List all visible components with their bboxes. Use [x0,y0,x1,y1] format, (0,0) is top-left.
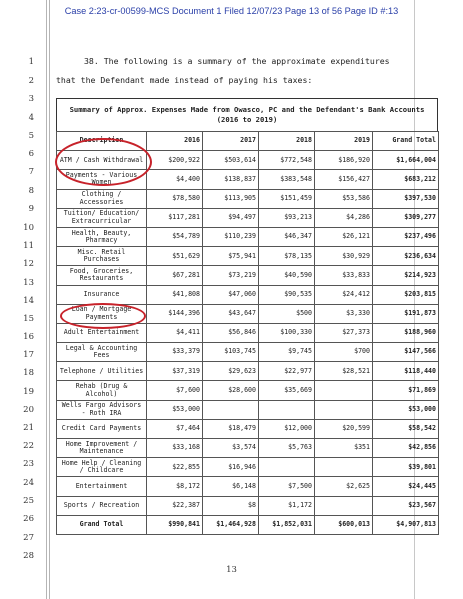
line-number: 24 [23,478,34,488]
cell-value: $118,440 [373,362,439,381]
cell-value: $188,960 [373,323,439,342]
table-row [57,304,439,323]
cell-value [315,458,373,477]
cell-value: $7,600 [147,381,203,400]
cell-value: $53,000 [147,400,203,419]
cell-value: $100,330 [259,323,315,342]
row-description: Telephone / Utilities [57,362,147,381]
row-description: Insurance [57,285,147,304]
table-row [57,323,439,342]
line-number: 27 [23,533,34,543]
cell-value: $27,373 [315,323,373,342]
cell-value: $33,379 [147,343,203,362]
total-value: $990,841 [147,515,203,534]
cell-value: $20,599 [315,419,373,438]
line-number: 15 [23,314,34,324]
cell-value: $78,580 [147,189,203,208]
cell-value [259,458,315,477]
cell-value: $186,920 [315,151,373,170]
row-description: Home Help / Cleaning / Childcare [57,458,147,477]
row-description: Food, Groceries, Restaurants [57,266,147,285]
table-row [57,458,439,477]
cell-value: $191,873 [373,304,439,323]
line-number: 17 [23,350,34,360]
cell-value: $54,789 [147,227,203,246]
cell-value: $46,347 [259,227,315,246]
table-row [57,151,439,170]
cell-value: $78,135 [259,247,315,266]
row-description: Loan / Mortgage Payments [57,304,147,323]
line-number: 7 [28,167,34,177]
table-row [57,419,439,438]
cell-value: $24,445 [373,477,439,496]
cell-value: $56,846 [203,323,259,342]
column-header: 2018 [259,132,315,151]
cell-value: $144,396 [147,304,203,323]
cell-value: $138,837 [203,170,259,189]
table-row [57,285,439,304]
cell-value: $500 [259,304,315,323]
cell-value: $75,941 [203,247,259,266]
cell-value: $3,330 [315,304,373,323]
cell-value [315,496,373,515]
cell-value: $33,833 [315,266,373,285]
table-row [57,208,439,227]
table-row [57,266,439,285]
line-number: 5 [28,131,34,141]
cell-value: $35,669 [259,381,315,400]
cell-value: $22,977 [259,362,315,381]
cell-value: $214,923 [373,266,439,285]
line-number: 1 [28,57,34,67]
cell-value: $67,281 [147,266,203,285]
cell-value: $41,808 [147,285,203,304]
cell-value: $40,590 [259,266,315,285]
cell-value: $90,535 [259,285,315,304]
line-number: 6 [28,149,34,159]
total-value: $4,907,813 [373,515,439,534]
column-header: Description [57,132,147,151]
table-row [57,247,439,266]
line-number: 13 [23,278,34,288]
cell-value: $24,412 [315,285,373,304]
cell-value: $39,801 [373,458,439,477]
cell-value: $683,212 [373,170,439,189]
cell-value: $71,869 [373,381,439,400]
column-header: 2016 [147,132,203,151]
line-number: 28 [23,551,34,561]
cell-value: $8,172 [147,477,203,496]
line-number: 21 [23,423,34,433]
cell-value: $18,479 [203,419,259,438]
cell-value [315,381,373,400]
cell-value: $351 [315,439,373,458]
cell-value [203,400,259,419]
cell-value: $12,000 [259,419,315,438]
total-value: $1,464,928 [203,515,259,534]
line-number: 18 [23,368,34,378]
cell-value: $156,427 [315,170,373,189]
cell-value: $203,815 [373,285,439,304]
table-row [57,227,439,246]
table-row [57,400,439,419]
cell-value: $73,219 [203,266,259,285]
cell-value: $51,629 [147,247,203,266]
column-header: 2017 [203,132,259,151]
cell-value: $26,121 [315,227,373,246]
line-number: 25 [23,496,34,506]
cell-value: $30,929 [315,247,373,266]
cell-value: $37,319 [147,362,203,381]
row-description: ATM / Cash Withdrawal [57,151,147,170]
row-description: Sports / Recreation [57,496,147,515]
cell-value: $94,497 [203,208,259,227]
table-row [57,439,439,458]
cell-value: $383,548 [259,170,315,189]
row-description: Health, Beauty, Pharmacy [57,227,147,246]
row-description: Payments - Various Women [57,170,147,189]
cell-value: $397,530 [373,189,439,208]
cell-value: $2,625 [315,477,373,496]
cell-value: $4,400 [147,170,203,189]
total-value: $600,013 [315,515,373,534]
row-description: Credit Card Payments [57,419,147,438]
cell-value: $53,586 [315,189,373,208]
line-number: 26 [23,514,34,524]
cell-value: $503,614 [203,151,259,170]
cell-value: $28,521 [315,362,373,381]
table-row [57,170,439,189]
row-description: Home Improvement / Maintenance [57,439,147,458]
cell-value: $147,566 [373,343,439,362]
cell-value: $53,000 [373,400,439,419]
cell-value: $103,745 [203,343,259,362]
case-header: Case 2:23-cr-00599-MCS Document 1 Filed 12/07/23 Page 13 of 56 Page ID #:13 [64,6,399,16]
line-number: 8 [28,186,34,196]
cell-value: $47,060 [203,285,259,304]
cell-value: $43,647 [203,304,259,323]
cell-value: $58,542 [373,419,439,438]
line-number: 9 [28,204,34,214]
margin-line-left-outer [46,0,47,599]
paragraph-line-1: 38. The following is a summary of the approximate expenditures [84,56,390,66]
row-description: Tuition/ Education/ Extracurricular [57,208,147,227]
line-number: 22 [23,441,34,451]
table-row [57,362,439,381]
column-header: 2019 [315,132,373,151]
cell-value: $4,411 [147,323,203,342]
cell-value: $1,172 [259,496,315,515]
cell-value [315,400,373,419]
line-number: 2 [28,76,34,86]
cell-value: $772,548 [259,151,315,170]
table-row [57,189,439,208]
column-header: Grand Total [373,132,439,151]
total-value: $1,852,031 [259,515,315,534]
row-description: Clothing / Accessories [57,189,147,208]
row-description: Misc. Retail Purchases [57,247,147,266]
row-description: Wells Fargo Advisors - Roth IRA [57,400,147,419]
line-number: 14 [23,296,34,306]
cell-value: $700 [315,343,373,362]
cell-value: $110,239 [203,227,259,246]
row-description: Adult Entertainment [57,323,147,342]
cell-value: $22,387 [147,496,203,515]
page-number: 13 [226,565,237,575]
line-number: 23 [23,459,34,469]
cell-value: $16,946 [203,458,259,477]
line-number: 10 [23,223,34,233]
cell-value: $5,763 [259,439,315,458]
grand-total-row [57,515,439,534]
line-number: 3 [28,94,34,104]
cell-value: $7,464 [147,419,203,438]
cell-value: $1,664,004 [373,151,439,170]
table-caption: Summary of Approx. Expenses Made from Owasco, PC and the Defendant's Bank Accounts (2016 to 2019) [56,98,438,132]
cell-value: $93,213 [259,208,315,227]
cell-value: $237,496 [373,227,439,246]
row-description: Entertainment [57,477,147,496]
cell-value: $29,623 [203,362,259,381]
cell-value: $117,281 [147,208,203,227]
table-row [57,496,439,515]
table-header-row [57,132,439,151]
line-number: 16 [23,332,34,342]
cell-value: $4,286 [315,208,373,227]
cell-value: $7,500 [259,477,315,496]
cell-value: $309,277 [373,208,439,227]
line-number: 19 [23,387,34,397]
cell-value: $8 [203,496,259,515]
table-row [57,343,439,362]
table-row [57,381,439,400]
line-number: 12 [23,259,34,269]
expenses-table [56,131,439,535]
cell-value: $113,905 [203,189,259,208]
cell-value: $22,855 [147,458,203,477]
cell-value: $42,856 [373,439,439,458]
table-row [57,477,439,496]
line-number: 11 [23,241,34,251]
total-label: Grand Total [57,515,147,534]
row-description: Rehab (Drug & Alcohol) [57,381,147,400]
cell-value: $3,574 [203,439,259,458]
line-number: 20 [23,405,34,415]
cell-value: $33,168 [147,439,203,458]
cell-value: $23,567 [373,496,439,515]
cell-value: $151,459 [259,189,315,208]
cell-value: $28,600 [203,381,259,400]
paragraph-line-2: that the Defendant made instead of paying his taxes: [56,75,313,85]
cell-value: $236,634 [373,247,439,266]
cell-value [259,400,315,419]
cell-value: $200,922 [147,151,203,170]
row-description: Legal & Accounting Fees [57,343,147,362]
line-number: 4 [28,113,34,123]
cell-value: $9,745 [259,343,315,362]
cell-value: $6,148 [203,477,259,496]
margin-line-left-inner [49,0,50,599]
